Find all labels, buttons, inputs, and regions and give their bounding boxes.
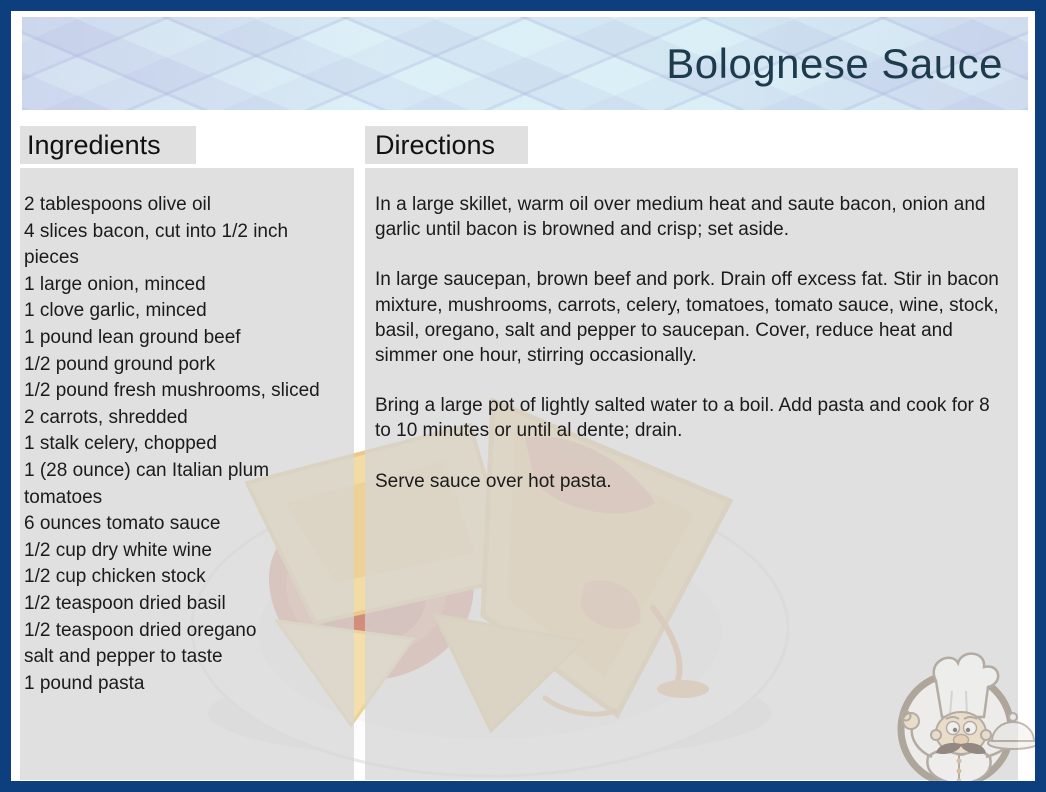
ingredient-item: 1/2 pound ground pork: [24, 353, 216, 375]
ingredient-item: 6 ounces tomato sauce: [24, 513, 221, 535]
ingredients-heading-box: [20, 126, 196, 164]
directions-heading-box: [365, 126, 528, 164]
ingredients-heading: Ingredients: [27, 129, 161, 160]
ingredient-item: 1 large onion, minced: [24, 273, 206, 295]
header-banner: [22, 17, 1028, 110]
chef-logo-icon: [882, 645, 1042, 792]
direction-paragraph: Bring a large pot of lightly salted water to a boil. Add pasta and cook for 8 to 10 minutes or until al dente; drain.: [375, 395, 990, 442]
ingredient-item: 1/2 teaspoon dried oregano: [24, 619, 257, 641]
ingredient-item: 1/2 teaspoon dried basil: [24, 592, 226, 614]
directions-heading: Directions: [375, 129, 496, 160]
ingredient-item: 2 carrots, shredded: [24, 406, 188, 428]
direction-paragraph: In large saucepan, brown beef and pork. Drain off excess fat. Stir in bacon mixture, mushrooms, carrots, celery, tomatoes, tomato sauce, wine, stock, basil, oregano, salt and pepper to saucepan. Cover, reduce heat and simmer one hour, stirring occasionally.: [375, 269, 999, 367]
ingredient-item: 1 (28 ounce) can Italian plum tomatoes: [24, 459, 270, 508]
direction-paragraph: Serve sauce over hot pasta.: [375, 470, 612, 492]
page-title: Bolognese Sauce: [666, 39, 1003, 87]
ingredients-list: [20, 168, 354, 780]
direction-paragraph: In a large skillet, warm oil over medium heat and saute bacon, onion and garlic until bacon is browned and crisp; set aside.: [375, 194, 986, 241]
ingredient-item: 2 tablespoons olive oil: [24, 194, 211, 215]
ingredient-item: 4 slices bacon, cut into 1/2 inch pieces: [24, 220, 289, 269]
ingredient-item: 1/2 cup dry white wine: [24, 539, 212, 561]
ingredient-item: 1 clove garlic, minced: [24, 300, 207, 322]
ingredient-item: 1/2 pound fresh mushrooms, sliced: [24, 380, 320, 402]
ingredient-item: 1 pound lean ground beef: [24, 326, 241, 348]
ingredient-item: 1/2 cup chicken stock: [24, 566, 206, 588]
ingredient-item: salt and pepper to taste: [24, 646, 223, 668]
ingredient-item: 1 pound pasta: [24, 672, 145, 694]
ingredient-item: 1 stalk celery, chopped: [24, 433, 217, 455]
